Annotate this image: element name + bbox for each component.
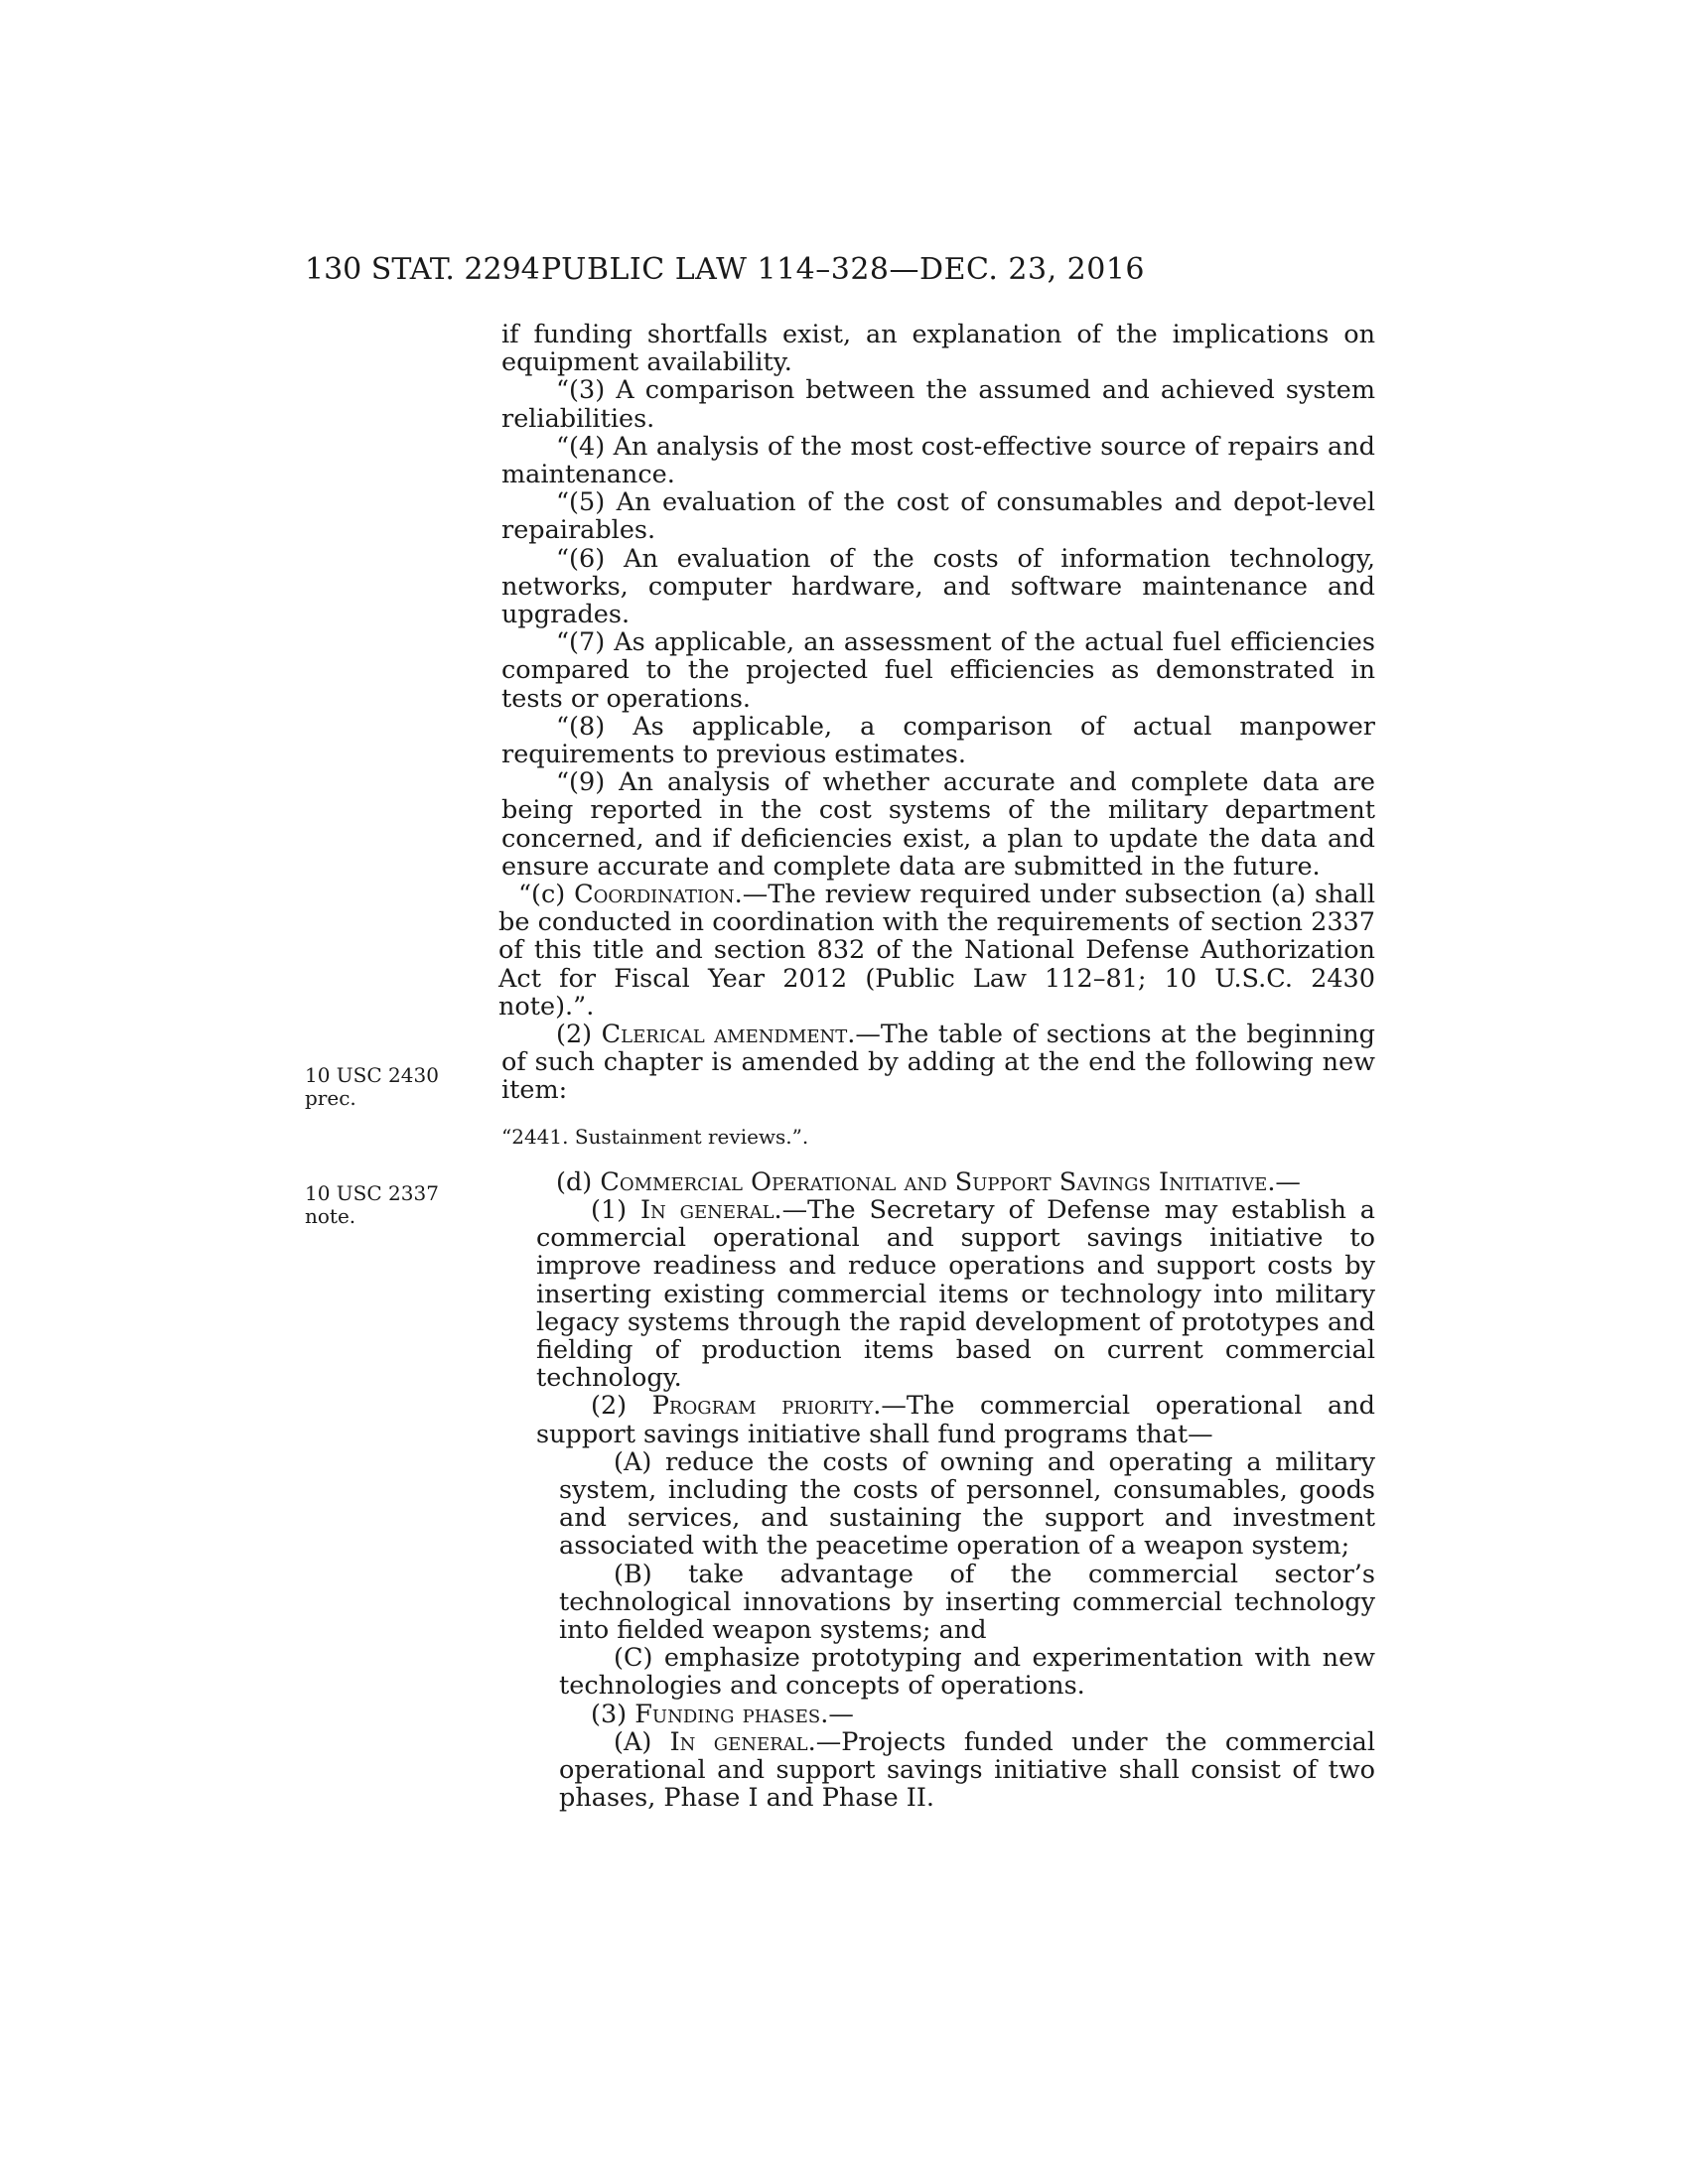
paragraph-lead: (d) <box>556 1166 601 1197</box>
paragraph-lead: (2) <box>556 1020 602 1050</box>
table-of-sections-item: “2441. Sustainment reviews.”. <box>501 1124 809 1149</box>
paragraph-text: .—The review required under subsection (a) shall be conducted in coordination with the requirements of section 2337 of this title and section 832 of the National Defense Authorization Act for Fiscal Year 2012 (Public Law 112–81; 10 U.S.C. 2430 note).”. <box>498 880 1375 1022</box>
margin-note-line: 10 USC 2430 <box>305 1063 439 1087</box>
paragraph-lead: (3) <box>591 1699 635 1729</box>
statute-text <box>498 320 1376 1814</box>
paragraph: “(6) An evaluation of the costs of information technology, networks, computer hardware, and software maintenance and upgrades. <box>501 543 1375 630</box>
paragraph-text: .— <box>820 1699 854 1729</box>
margin-note-usc-2337 <box>305 1182 474 1228</box>
page-header <box>0 250 1688 290</box>
paragraph-d1 <box>501 1196 1375 1392</box>
section-heading: Commercial Operational and Support Savings Initiative <box>600 1166 1268 1197</box>
section-heading: Funding phases <box>634 1699 821 1729</box>
section-heading: In general <box>639 1194 774 1225</box>
paragraph-clerical-amendment <box>501 1021 1375 1105</box>
paragraph: if funding shortfalls exist, an explanation of the implications on equipment availability. <box>501 320 1375 378</box>
paragraph: “(5) An evaluation of the cost of consumables and depot-level repairables. <box>501 487 1375 546</box>
paragraph-lead: “(c) <box>518 880 575 910</box>
paragraph-text: .—The table of sections at the beginning of such chapter is amended by adding at the end the following new item: <box>501 1020 1375 1106</box>
paragraph-d3 <box>501 1701 1375 1728</box>
paragraph-text: .—Projects funded under the commercial operational and support savings initiative shall consist of two phases, Phase I and Phase II. <box>559 1726 1376 1814</box>
paragraph: “(3) A comparison between the assumed and achieved system reliabilities. <box>501 375 1375 434</box>
subparagraph-d3a <box>501 1728 1375 1813</box>
paragraph: “(8) As applicable, a comparison of actual manpower requirements to previous estimates. <box>501 711 1375 770</box>
paragraph-text: .—The Secretary of Defense may establish a commercial operational and support savings initiative to improve readiness and reduce operations and support costs by inserting existing commercial items or technology into military legacy systems through the rapid development of prototypes and fielding of production items based on current commercial technology. <box>536 1194 1375 1394</box>
margin-note-line: note. <box>305 1204 356 1228</box>
margin-note-line: prec. <box>305 1086 356 1110</box>
subsection-d-heading <box>501 1168 1375 1196</box>
section-heading: Coordination <box>574 880 735 910</box>
margin-note-usc-2430 <box>305 1064 474 1110</box>
paragraph-coordination <box>498 881 1375 1021</box>
paragraph: “(4) An analysis of the most cost-effective source of repairs and maintenance. <box>501 431 1375 490</box>
section-heading: Clerical amendment <box>601 1020 848 1050</box>
paragraph-text: .—The commercial operational and support savings initiative shall fund programs that— <box>536 1391 1375 1449</box>
margin-note-line: 10 USC 2337 <box>305 1181 439 1205</box>
paragraph: “(9) An analysis of whether accurate and complete data are being reported in the cost systems of the military department concerned, and if deficiencies exist, a plan to update the data and ensure accurate and complete data are submitted in the future. <box>501 767 1375 882</box>
paragraph-lead: (2) <box>591 1391 652 1422</box>
running-head: PUBLIC LAW 114–328—DEC. 23, 2016 <box>541 252 1146 287</box>
paragraph-text: .— <box>1267 1166 1301 1197</box>
subparagraph: (C) emphasize prototyping and experimentation with new technologies and concepts of operations. <box>559 1643 1375 1702</box>
subparagraph: (A) reduce the costs of owning and operating a military system, including the costs of personnel, consumables, goods and services, and sustaining the support and investment associated with the peacetime operation of a weapon system; <box>559 1446 1375 1562</box>
section-heading: In general <box>669 1726 808 1757</box>
subparagraph: (B) take advantage of the commercial sector’s technological innovations by inserting commercial technology into fielded weapon systems; and <box>559 1559 1375 1645</box>
paragraph: “(7) As applicable, an assessment of the actual fuel efficiencies compared to the projected fuel efficiencies as demonstrated in tests or operations. <box>501 627 1375 714</box>
paragraph-lead: (A) <box>614 1726 670 1757</box>
section-heading: Program priority <box>651 1391 874 1422</box>
statute-page-reference: 130 STAT. 2294 <box>305 252 540 287</box>
paragraph-lead: (1) <box>591 1194 640 1225</box>
paragraph-d2 <box>501 1392 1375 1447</box>
